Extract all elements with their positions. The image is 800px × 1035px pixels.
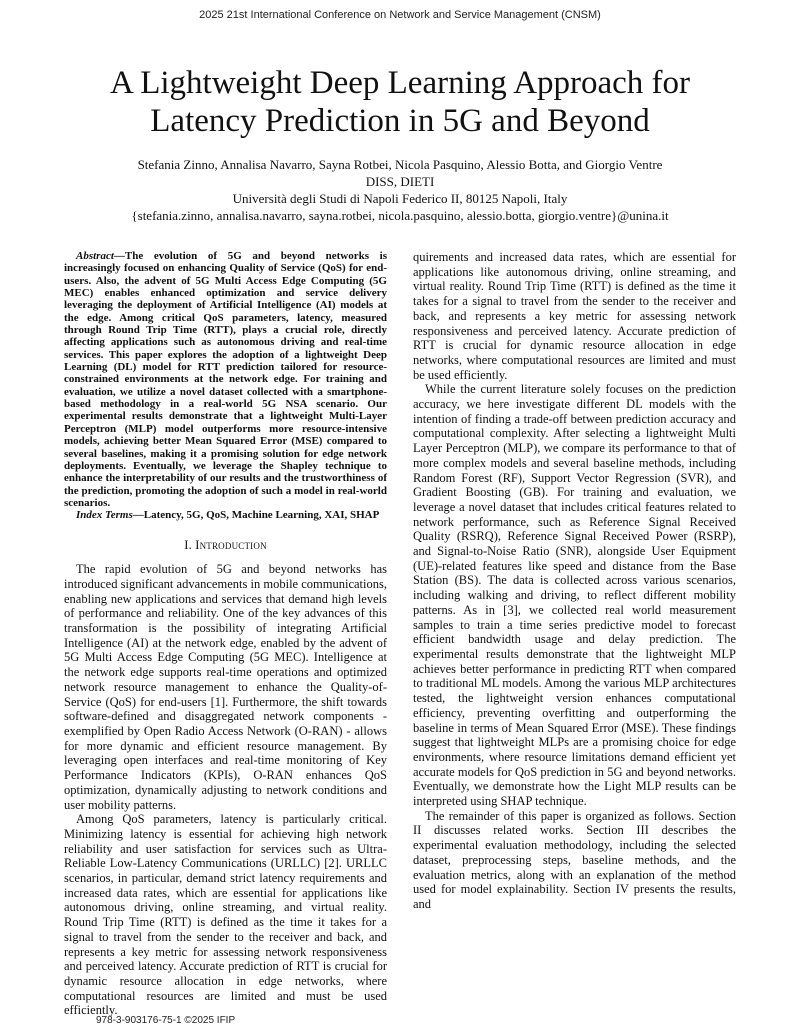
affiliation: Università degli Studi di Napoli Federico II, 80125 Napoli, Italy [232, 191, 568, 206]
left-column [64, 250, 387, 1018]
intro-paragraph-2-continued: quirements and increased data rates, which are essential for applications like autonomous driving, online streaming, and virtual reality. Round Trip Time (RTT) is defined as the time it takes for a signal to travel from the sender to the receiver and back, and represents a key metric for assessing network responsiveness and perceived latency. Accurate prediction of RTT is crucial for dynamic resource allocation in edge networks, where computational resources are limited and must be used efficiently. [413, 250, 736, 382]
department: DISS, DIETI [365, 174, 435, 189]
intro-paragraph-4: The remainder of this paper is organized as follows. Section II discusses related works. Section III describes the experimental evaluation methodology, including the selected dataset, preprocessing steps, baseline methods, and the evaluation metrics, along with an explanation of the method used for model explainability. Section IV presents the results, and [413, 808, 736, 911]
conference-header: 2025 21st International Conference on Network and Service Management (CNSM) [199, 9, 601, 21]
right-column [413, 250, 736, 912]
author-block [40, 156, 760, 224]
index-terms-text: —Latency, 5G, QoS, Machine Learning, XAI, SHAP [132, 509, 380, 522]
paper-title: A Lightweight Deep Learning Approach for Latency Prediction in 5G and Beyond [109, 65, 691, 139]
intro-paragraph-3: While the current literature solely focuses on the prediction accuracy, we here investigate different DL models with the intention of finding a trade-off between prediction accuracy and computational complexity. After selecting a lightweight Multi Layer Perceptron (MLP), we compare its performance to that of more complex models and several baseline methods, including Random Forest (RF), Support Vector Regression (SVR), and Gradient Boosting (GB). For training and evaluation, we leverage a novel dataset that includes critical features related to network performance, such as Reference Signal Received Quality (RSRQ), Reference Signal Received Power (RSRP), and Signal-to-Noise Ratio (SNR), alongside User Equipment (UE)-related features like speed and distance from the Base Station (BS). The data is collected across various scenarios, including walking and driving, to reflect different mobility patterns. As in [3], we collected real world measurement samples to train a time series predictive model to forecast efficient bandwidth usage and delay prediction. The experimental results demonstrate that the lightweight MLP achieves better performance in predicting RTT when compared to traditional ML models. Among the various MLP architectures tested, the lightweight version enhances computational efficiency, preventing overfitting and outperforming the baseline in terms of Mean Squared Error (MSE). These findings suggest that lightweight MLPs are a promising choice for edge environments, where resource limitations demand efficient yet accurate models for QoS prediction in 5G and beyond networks. Eventually, we demonstrate how the Light MLP results can be interpreted using SHAP technique. [413, 382, 736, 809]
author-list: Stefania Zinno, Annalisa Navarro, Sayna Rotbei, Nicola Pasquino, Alessio Botta, and Giorgio Ventre [137, 157, 663, 172]
abstract-text: —The evolution of 5G and beyond networks is increasingly focused on enhancing Quality of Service (QoS) for end-users. Also, the advent of 5G Multi Access Edge Computing (5G MEC) enables enhanced optimization and service delivery leveraging the deployment of Artificial Intelligence (AI) models at the edge. Among critical QoS parameters, latency, measured through Round Trip Time (RTT), plays a crucial role, directly affecting applications such as autonomous driving and real-time services. This paper explores the adoption of a lightweight Deep Learning (DL) model for RTT prediction tailored for resource-constrained environments at the network edge. For training and evaluation, we utilize a novel dataset collected with a smartphone-based methodology in a real-world 5G NSA scenario. Our experimental results demonstrate that a lightweight Multi-Layer Perceptron (MLP) model outperforms more resource-intensive models, achieving better Mean Squared Error (MSE) compared to several baselines, making it a promising solution for edge network deployments. Eventually, we leverage the Shapley technique to enhance the interpretability of our results and the trustworthiness of the prediction, promoting the adoption of such a model in real-world scenarios. [64, 250, 387, 509]
index-terms-label: Index Terms [76, 509, 133, 522]
author-emails: {stefania.zinno, annalisa.navarro, sayna.rotbei, nicola.pasquino, alessio.botta, giorgio.ventre}@unina.it [131, 208, 669, 223]
copyright-footer: 978-3-903176-75-1 ©2025 IFIP [96, 1015, 236, 1026]
index-terms [64, 509, 387, 521]
section-heading-introduction: I. Introduction [184, 537, 267, 552]
intro-paragraph-1: The rapid evolution of 5G and beyond networks has introduced significant advancements in mobile communications, enabling new applications and services that demand high levels of performance and reliability. One of the key advances of this transformation is the possibility of integrating Artificial Intelligence (AI) at the network edge, enabled by the advent of 5G Multi Access Edge Computing (5G MEC). Intelligence at the network edge supports real-time operations and optimized network resource management to enhance the Quality-of-Service (QoS) for end-users [1]. Furthermore, the shift towards software-defined and disaggregated network components - exemplified by Open Radio Access Network (O-RAN) - allows for more dynamic and efficient resource management. By leveraging open interfaces and real-time monitoring of Key Performance Indicators (KPIs), O-RAN enhances QoS optimization, dynamically adjusting to network conditions and user mobility patterns. [64, 562, 387, 812]
abstract-label: Abstract [76, 250, 114, 262]
intro-paragraph-2: Among QoS parameters, latency is particularly critical. Minimizing latency is essential for achieving high network reliability and user satisfaction for services such as Ultra-Reliable Low-Latency Communications (URLLC) [2]. URLLC scenarios, in particular, demand strict latency requirements and increased data rates, which are essential for applications like autonomous driving, online streaming, and virtual reality. Round Trip Time (RTT) is defined as the time it takes for a signal to travel from the sender to the receiver and back, and represents a key metric for assessing network responsiveness and perceived latency. Accurate prediction of RTT is crucial for dynamic resource allocation in edge networks, where computational resources are limited and must be used efficiently. [64, 812, 387, 1018]
abstract [64, 250, 387, 509]
